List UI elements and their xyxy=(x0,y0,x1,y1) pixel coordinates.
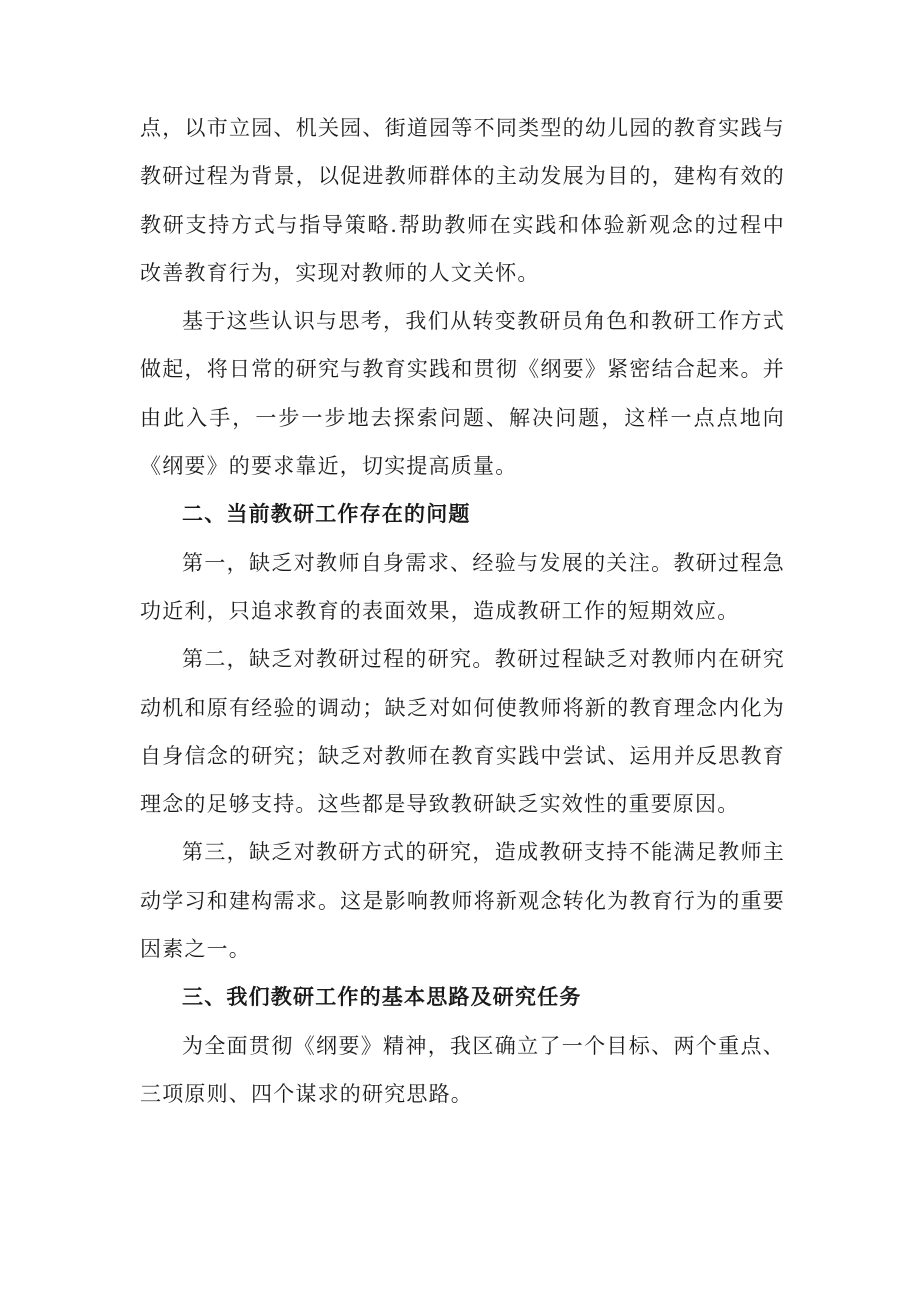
section-heading-3: 三、我们教研工作的基本思路及研究任务 xyxy=(182,985,582,1010)
paragraph-basis: 基于这些认识与思考，我们从转变教研员角色和教研工作方式做起，将日常的研究与教育实践和贯彻《纲要》紧密结合起来。并由此入手，一步一步地去探索问题、解决问题，这样一点点地向《纲要》的要求靠近，切实提高质量。 xyxy=(140,309,785,479)
section-heading-2: 二、当前教研工作存在的问题 xyxy=(182,502,471,527)
paragraph-problem-3: 第三，缺乏对教研方式的研究，造成教研支持不能满足教师主动学习和建构需求。这是影响教师将新观念转化为教育行为的重要因素之一。 xyxy=(140,840,785,962)
paragraph-approach: 为全面贯彻《纲要》精神，我区确立了一个目标、两个重点、三项原则、四个谋求的研究思路。 xyxy=(140,1033,785,1106)
paragraph-problem-1: 第一，缺乏对教师自身需求、经验与发展的关注。教研过程急功近利，只追求教育的表面效果，造成教研工作的短期效应。 xyxy=(140,550,785,623)
paragraph-problem-2: 第二，缺乏对教研过程的研究。教研过程缺乏对教师内在研究动机和原有经验的调动；缺乏对如何使教师将新的教育理念内化为自身信念的研究；缺乏对教师在教育实践中尝试、运用并反思教育理念的足够支持。这些都是导致教研缺乏实效性的重要原因。 xyxy=(140,647,785,817)
body-text xyxy=(140,104,785,1118)
paragraph-continuation: 点，以市立园、机关园、街道园等不同类型的幼儿园的教育实践与教研过程为背景，以促进教师群体的主动发展为目的，建构有效的教研支持方式与指导策略.帮助教师在实践和体验新观念的过程中改善教育行为，实现对教师的人文关怀。 xyxy=(140,116,785,285)
